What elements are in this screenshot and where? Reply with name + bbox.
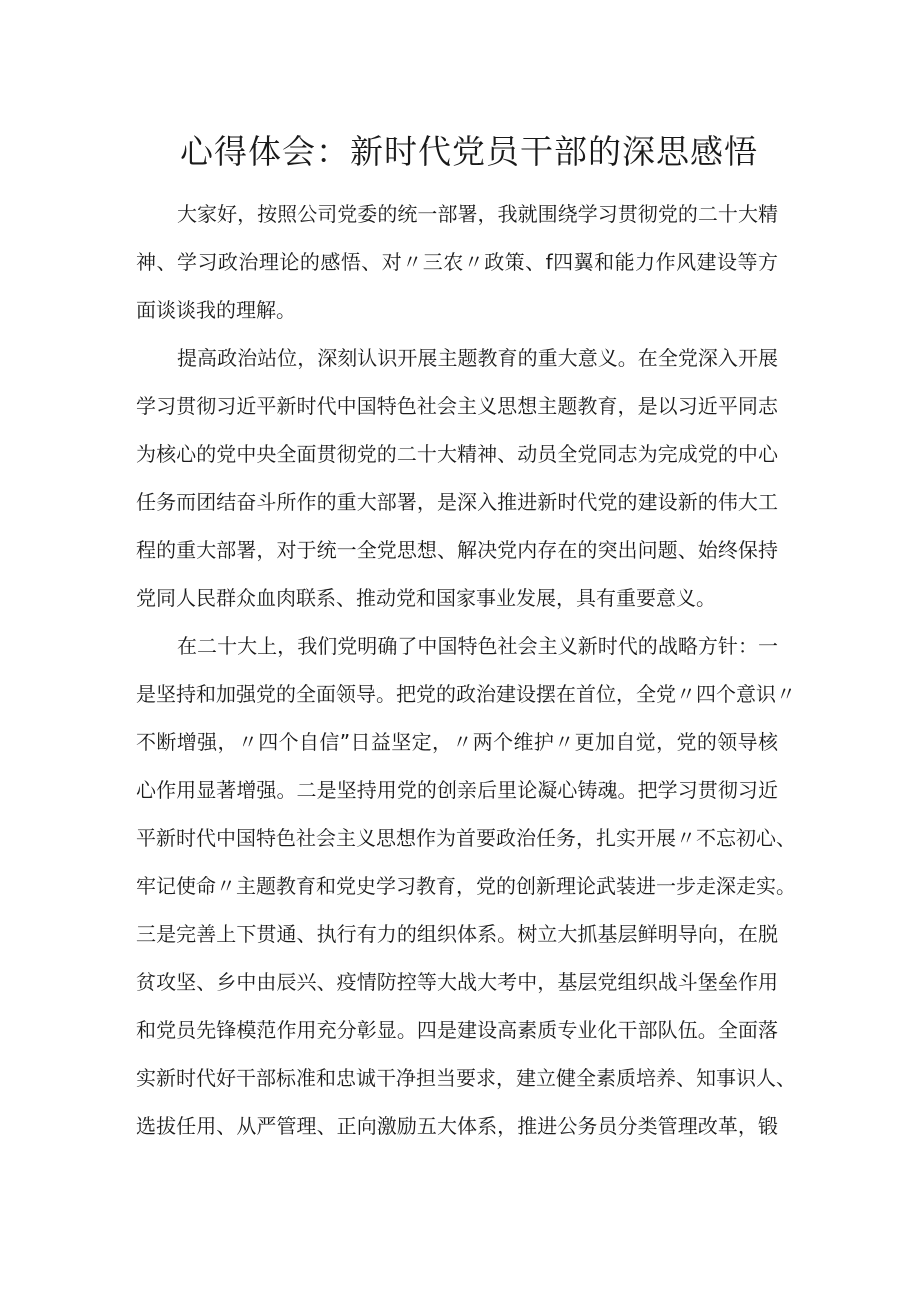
paragraph-line: 党同人民群众血肉联系、推动党和国家事业发展，具有重要意义。 xyxy=(136,586,716,610)
document-title: 心得体会：新时代党员干部的深思感悟 xyxy=(180,132,758,171)
paragraph-line: 不断增强，〃四个自信”日益坚定，〃两个维护〃更加自觉，党的领导核 xyxy=(136,730,778,754)
paragraph-line: 实新时代好干部标准和忠诚干净担当要求，建立健全素质培养、知事识人、 xyxy=(136,1066,796,1090)
paragraph-line: 为核心的党中央全面贯彻党的二十大精神、动员全党同志为完成党的中心 xyxy=(136,442,778,466)
paragraph-line: 神、学习政治理论的感悟、对〃三农〃政策、f四翼和能力作风建设等方 xyxy=(136,250,778,274)
paragraph-line: 平新时代中国特色社会主义思想作为首要政治任务，扎实开展〃不忘初心、 xyxy=(136,826,796,850)
paragraph-line: 在二十大上，我们党明确了中国特色社会主义新时代的战略方针：一 xyxy=(177,634,778,658)
paragraph-line: 提高政治站位，深刻认识开展主题教育的重大意义。在全党深入开展 xyxy=(177,346,778,370)
paragraph-line: 面谈谈我的理解。 xyxy=(136,298,296,322)
paragraph-line: 选拔任用、从严管理、正向激励五大体系，推进公务员分类管理改革，锻 xyxy=(136,1114,778,1138)
paragraph-line: 学习贯彻习近平新时代中国特色社会主义思想主题教育，是以习近平同志 xyxy=(136,394,778,418)
paragraph-line: 和党员先锋模范作用充分彰显。四是建设高素质专业化干部队伍。全面落 xyxy=(136,1018,778,1042)
paragraph-line: 程的重大部署，对于统一全党思想、解决党内存在的突出问题、始终保持 xyxy=(136,538,778,562)
paragraph-line: 贫攻坚、乡中由辰兴、疫情防控等大战大考中，基层党组织战斗堡垒作用 xyxy=(136,970,778,994)
paragraph-line: 大家好，按照公司党委的统一部署，我就围绕学习贯彻党的二十大精 xyxy=(177,202,778,226)
paragraph-line: 任务而团结奋斗所作的重大部署，是深入推进新时代党的建设新的伟大工 xyxy=(136,490,778,514)
paragraph-line: 心作用显著增强。二是坚持用党的创亲后里论凝心铸魂。把学习贯彻习近 xyxy=(136,778,778,802)
paragraph-line: 牢记使命〃主题教育和党史学习教育，党的创新理论武装进一步走深走实。 xyxy=(136,874,796,898)
paragraph-line: 三是完善上下贯通、执行有力的组织体系。树立大抓基层鲜明导向，在脱 xyxy=(136,922,778,946)
paragraph-line: 是坚持和加强党的全面领导。把党的政治建设摆在首位，全党〃四个意识〃 xyxy=(136,682,796,706)
